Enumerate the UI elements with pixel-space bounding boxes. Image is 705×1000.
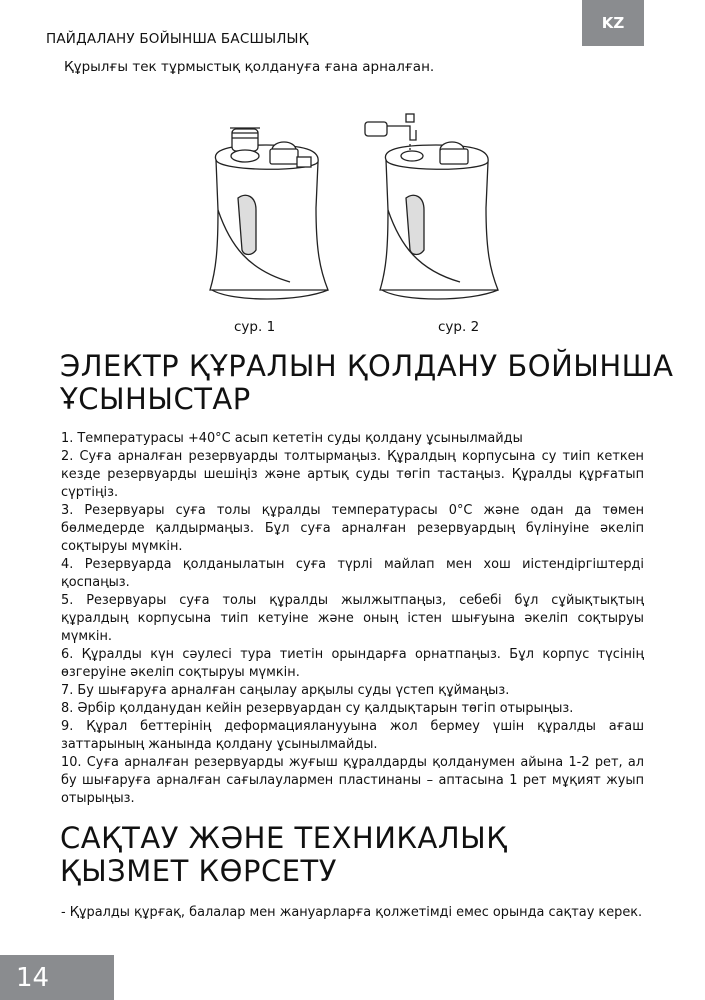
list-item: 6. Құралды күн сәулесі тура тиетін орындарға орнатпаңыз. Бұл корпус түсінің өзгеруіне әкеліп соқтыруы мүмкін. — [61, 647, 644, 680]
steamer-reservoir-with-tap-illustration — [365, 114, 498, 299]
figure-2-caption: сур. 2 — [438, 319, 480, 335]
section1-title — [60, 350, 674, 416]
list-item: 9. Құрал беттерінің деформацияланууына жол бермеу үшін құралды ағаш заттарының жанында қолдану ұсынылмайды. — [61, 719, 644, 752]
manual-header: ПАЙДАЛАНУ БОЙЫНША БАСШЫЛЫҚ — [46, 31, 309, 47]
list-item: 7. Бу шығаруға арналған саңылау арқылы суды үстеп құймаңыз. — [61, 683, 510, 698]
section2-title-line2: ҚЫЗМЕТ КӨРСЕТУ — [60, 854, 337, 888]
recommendations-list — [61, 430, 644, 808]
list-item: 8. Әрбір қолданудан кейін резервуардан су қалдықтарын төгіп отырыңыз. — [61, 701, 574, 716]
list-item: 3. Резервуары суға толы құралды температурасы 0°С және одан да төмен бөлмедерде қалдырмаңыз. Бұл суға арналған резервуардың бүлінуіне әкеліп соқтыруы мүмкін. — [61, 503, 644, 554]
list-item: 1. Температурасы +40°С асып кететін суды қолдану ұсынылмайды — [61, 431, 523, 446]
section2-title — [60, 822, 507, 888]
section1-title-line2: ҰСЫНЫСТАР — [60, 382, 251, 416]
section2-title-line1: САҚТАУ ЖӘНЕ ТЕХНИКАЛЫҚ — [60, 821, 508, 855]
figures-area — [0, 100, 705, 340]
list-item: 4. Резервуарда қолданылатын суға түрлі майлап мен хош иістендіргіштерді қоспаңыз. — [61, 557, 644, 590]
list-item: 5. Резервуары суға толы құралды жылжытпаңыз, себебі бұл сұйықтықтың құралдың корпусына тиіп кетуіне және оның істен шығуына әкеліп соқтыруы мүмкін. — [61, 593, 644, 644]
section1-title-line1: ЭЛЕКТР ҚҰРАЛЫН ҚОЛДАНУ БОЙЫНША — [60, 349, 674, 383]
page-number: 14 — [0, 955, 114, 1000]
figure-1-caption: сур. 1 — [234, 319, 276, 335]
list-item: 10. Суға арналған резервуарды жуғыш құралдарды қолданумен айына 1-2 рет, ал бу шығаруға арналған сағылаулармен пластинаны – аптасына 1 рет мұқият жуып отырыңыз. — [61, 755, 644, 806]
steamer-reservoir-with-cap-illustration — [210, 128, 328, 299]
language-tab: KZ — [582, 0, 644, 46]
storage-text: - Құралды құрғақ, балалар мен жануарларға қолжетімді емес орында сақтау керек. — [61, 905, 643, 920]
list-item: 2. Суға арналған резервуарды толтырмаңыз. Құралдың корпусына су тиіп кеткен кезде резервуарды шешіңіз және артық суды төгіп тастаңыз. Құралды құрғатып сүртіңіз. — [61, 449, 644, 500]
intro-text: Құрылғы тек тұрмыстық қолдануға ғана арналған. — [64, 59, 435, 75]
